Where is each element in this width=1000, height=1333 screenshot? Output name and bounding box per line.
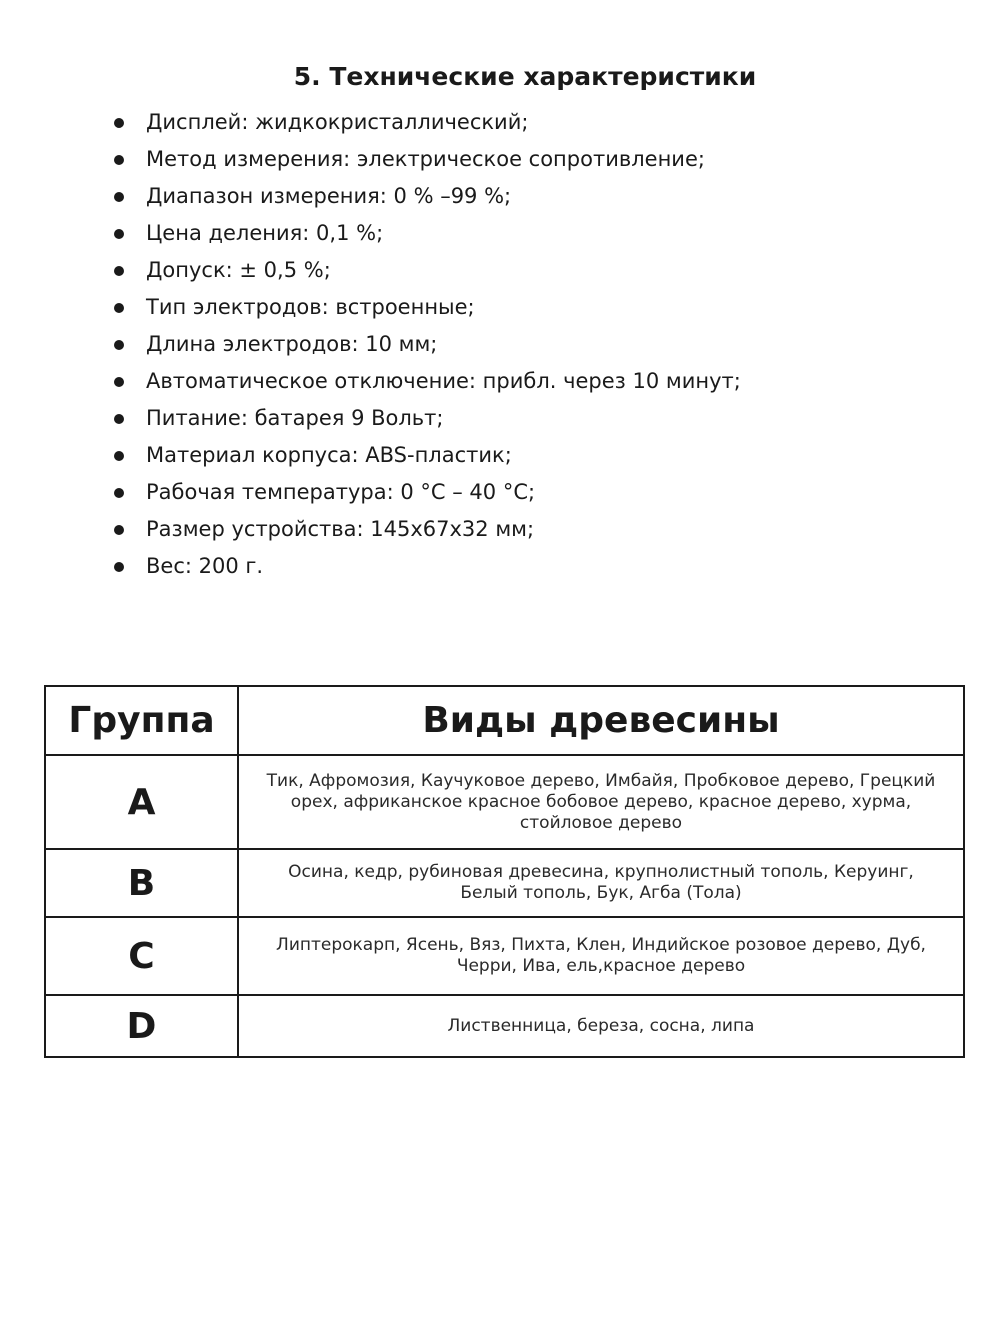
spec-text: Размер устройства: 145х67х32 мм; (146, 517, 535, 541)
spec-item-electrode-type (110, 289, 741, 326)
header-group: Группа (45, 686, 238, 755)
spec-item-display (110, 104, 741, 141)
bullet-icon (114, 303, 124, 313)
spec-item-tolerance (110, 252, 741, 289)
spec-item-auto-off (110, 363, 741, 400)
spec-item-electrode-length (110, 326, 741, 363)
spec-item-size (110, 511, 741, 548)
bullet-icon (114, 488, 124, 498)
group-cell: C (45, 917, 238, 995)
table-row (45, 917, 964, 995)
spec-text: Длина электродов: 10 мм; (146, 332, 438, 356)
spec-item-method (110, 141, 741, 178)
bullet-icon (114, 340, 124, 350)
spec-item-weight (110, 548, 741, 585)
spec-item-power (110, 400, 741, 437)
group-cell: B (45, 849, 238, 917)
bullet-icon (114, 229, 124, 239)
spec-list (110, 104, 741, 585)
woods-cell: Лиственница, береза, сосна, липа (238, 995, 964, 1057)
header-wood-types: Виды древесины (238, 686, 964, 755)
bullet-icon (114, 192, 124, 202)
spec-text: Материал корпуса: ABS-пластик; (146, 443, 512, 467)
table-header-row (45, 686, 964, 755)
spec-item-material (110, 437, 741, 474)
bullet-icon (114, 414, 124, 424)
bullet-icon (114, 525, 124, 535)
bullet-icon (114, 562, 124, 572)
group-cell: A (45, 755, 238, 849)
section-heading: 5. Технические характеристики (293, 62, 757, 91)
woods-cell: Осина, кедр, рубиновая древесина, крупнолистный тополь, Керуинг, Белый тополь, Бук, Агба (Тола) (238, 849, 964, 917)
spec-text: Дисплей: жидкокристаллический; (146, 110, 529, 134)
spec-text: Тип электродов: встроенные; (146, 295, 475, 319)
spec-text: Питание: батарея 9 Вольт; (146, 406, 444, 430)
spec-text: Диапазон измерения: 0 % –99 %; (146, 184, 512, 208)
woods-cell: Тик, Афромозия, Каучуковое дерево, Имбайя, Пробковое дерево, Грецкий орех, африканское красное бобовое дерево, красное дерево, хурма, стойловое дерево (238, 755, 964, 849)
spec-text: Цена деления: 0,1 %; (146, 221, 384, 245)
spec-text: Автоматическое отключение: прибл. через 10 минут; (146, 369, 741, 393)
table-row (45, 995, 964, 1057)
bullet-icon (114, 155, 124, 165)
spec-text: Вес: 200 г. (146, 554, 264, 578)
group-cell: D (45, 995, 238, 1057)
spec-item-temperature (110, 474, 741, 511)
spec-text: Допуск: ± 0,5 %; (146, 258, 331, 282)
bullet-icon (114, 451, 124, 461)
woods-cell: Липтерокарп, Ясень, Вяз, Пихта, Клен, Индийское розовое дерево, Дуб, Черри, Ива, ель,красное дерево (238, 917, 964, 995)
bullet-icon (114, 118, 124, 128)
bullet-icon (114, 377, 124, 387)
spec-text: Рабочая температура: 0 °С – 40 °С; (146, 480, 536, 504)
wood-groups-table (44, 685, 965, 1058)
spec-text: Метод измерения: электрическое сопротивление; (146, 147, 705, 171)
table-row (45, 755, 964, 849)
spec-item-range (110, 178, 741, 215)
bullet-icon (114, 266, 124, 276)
spec-item-division (110, 215, 741, 252)
table-row (45, 849, 964, 917)
